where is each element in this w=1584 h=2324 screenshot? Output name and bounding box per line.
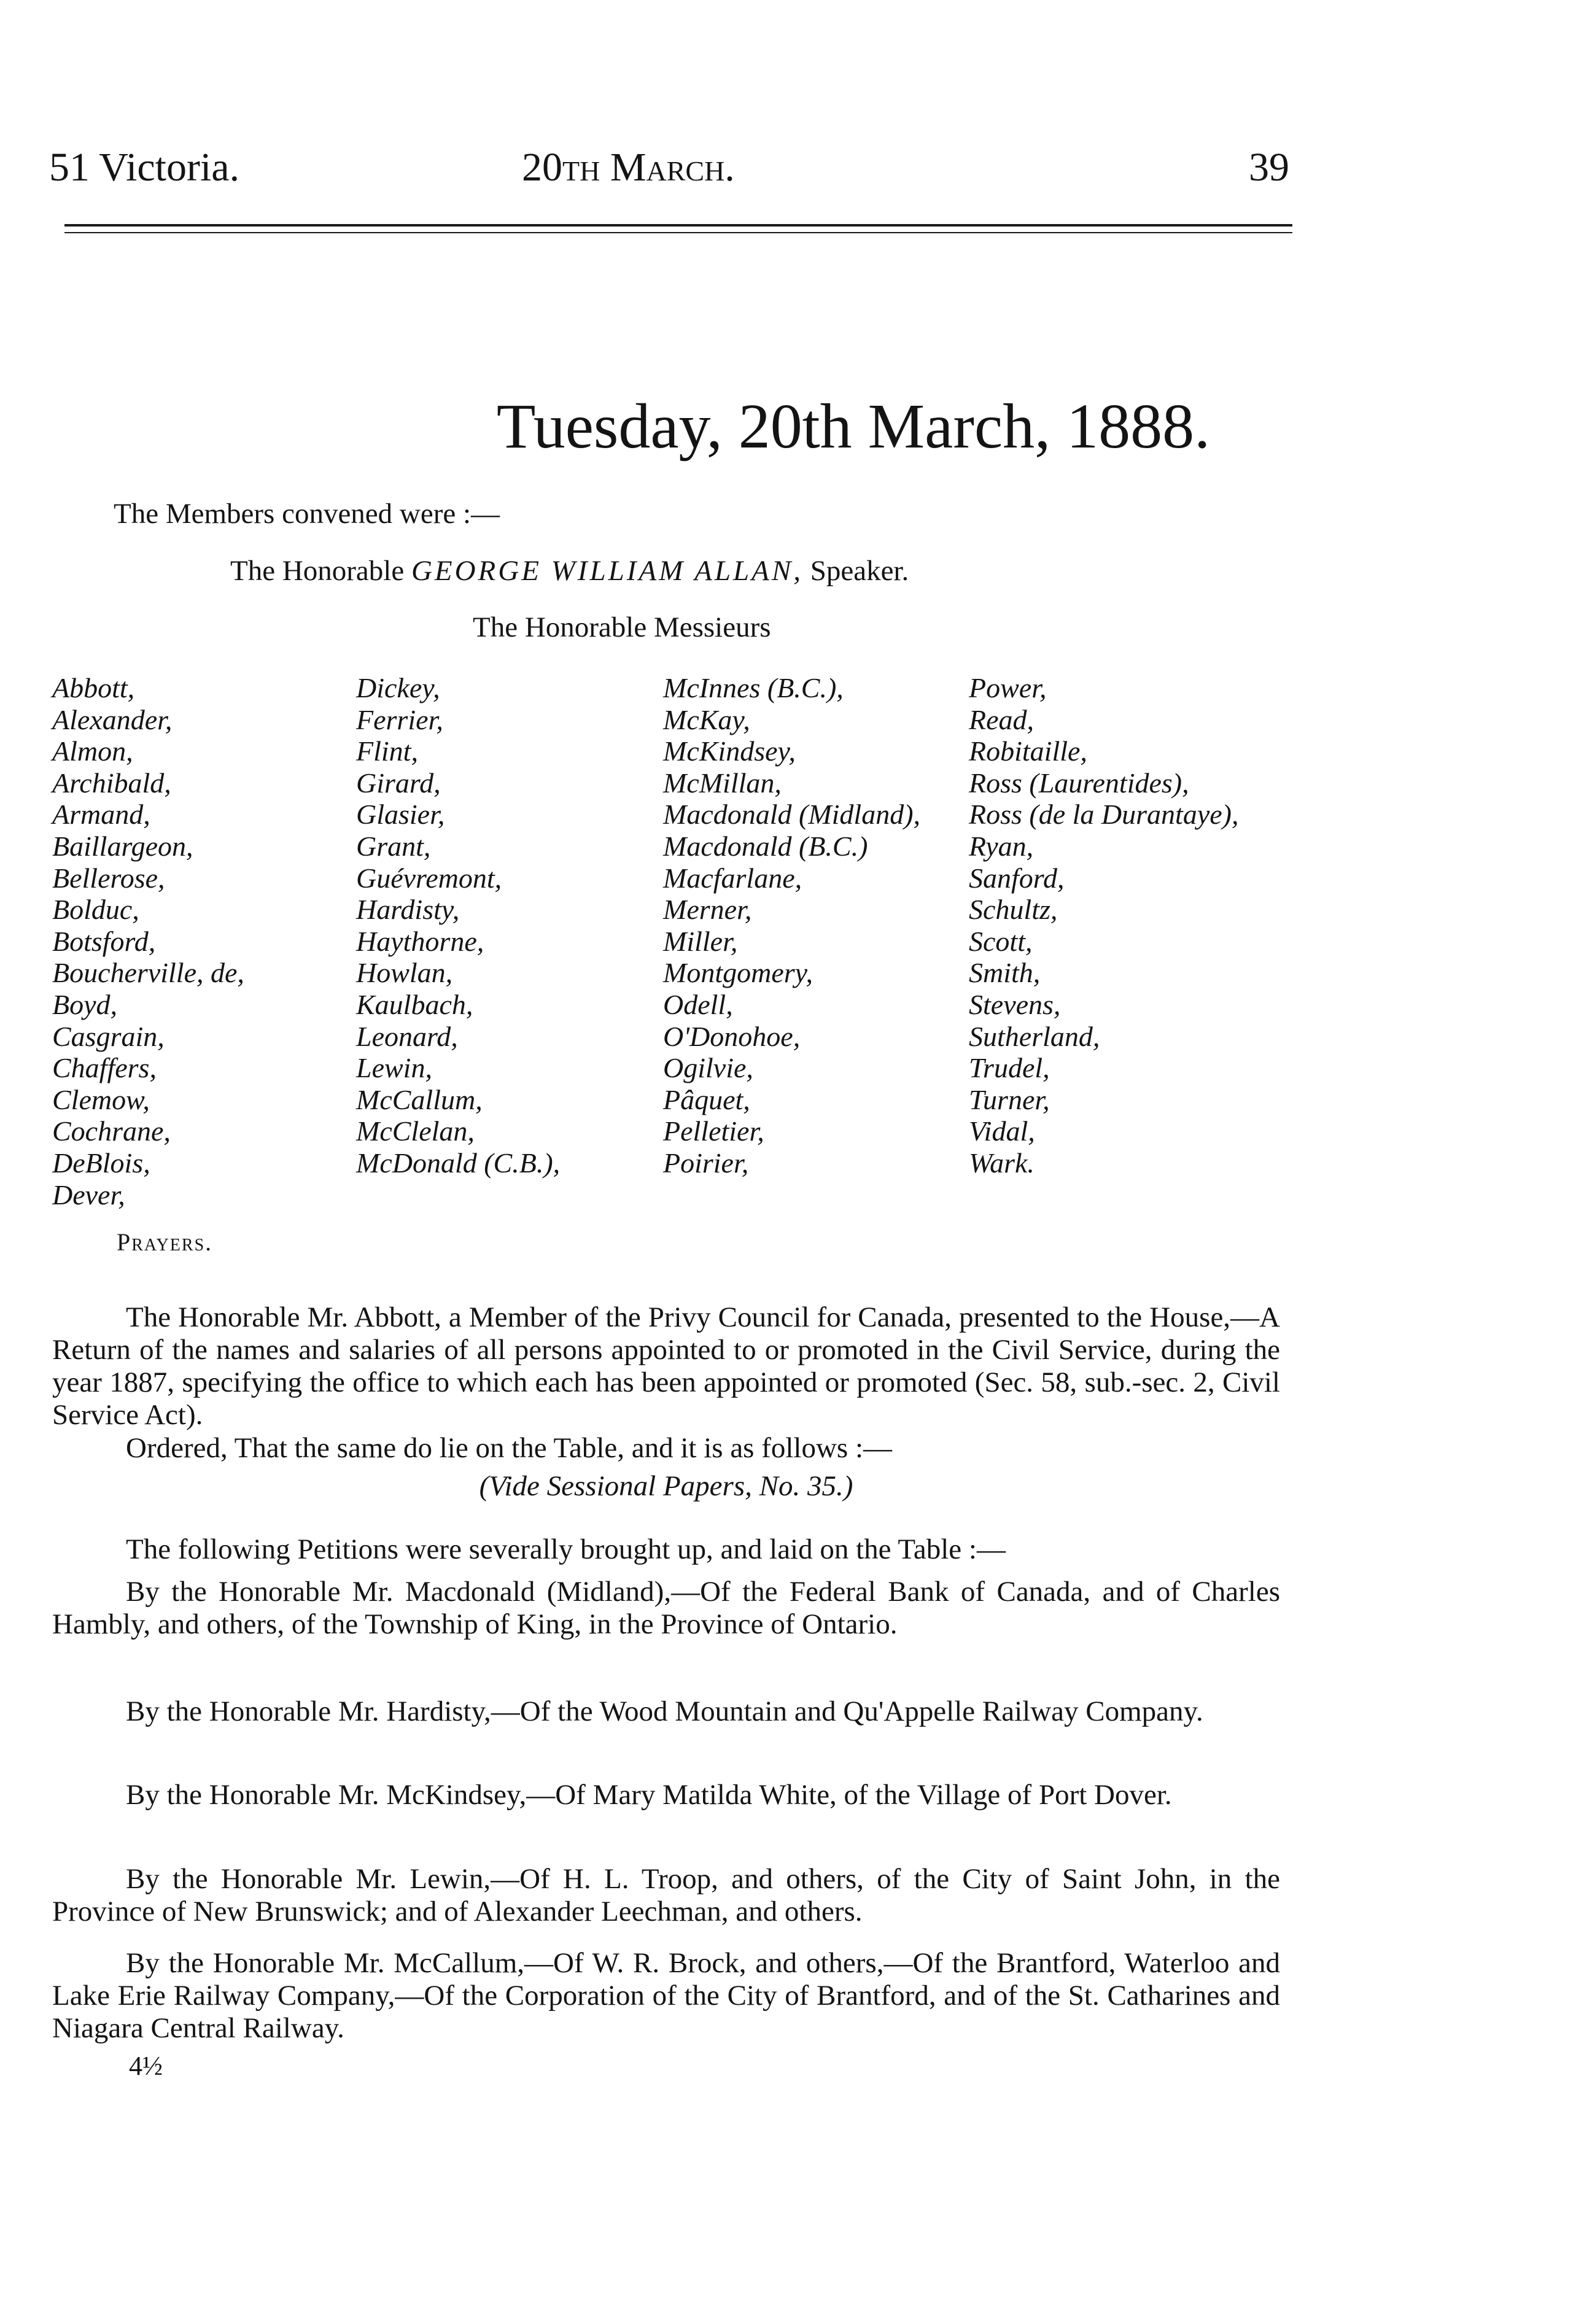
petition-item: By the Honorable Mr. Hardisty,—Of the Wood Mountain and Qu'Appelle Railway Company. bbox=[126, 1695, 1203, 1727]
petition-item: By the Honorable Mr. Lewin,—Of H. L. Troop, and others, of the City of Saint John, in the Province of New Brunswick; and of Alexander Leechman, and others. bbox=[52, 1863, 1280, 1927]
member-name: Ogilvie, bbox=[663, 1052, 753, 1084]
member-name: Schultz, bbox=[969, 894, 1058, 926]
member-name: Vidal, bbox=[969, 1115, 1035, 1147]
member-name: DeBlois, bbox=[52, 1147, 150, 1179]
member-name: Smith, bbox=[969, 957, 1041, 989]
member-name: Sanford, bbox=[969, 862, 1065, 894]
header-rule-thin bbox=[64, 232, 1292, 233]
prayers-heading: Prayers. bbox=[117, 1228, 213, 1256]
member-name: Sutherland, bbox=[969, 1020, 1100, 1052]
member-name: Read, bbox=[969, 703, 1035, 735]
member-name: Pelletier, bbox=[663, 1115, 764, 1147]
member-name: McClelan, bbox=[356, 1115, 475, 1147]
member-name: Guévremont, bbox=[356, 862, 502, 894]
member-name: Wark. bbox=[969, 1147, 1035, 1179]
member-name: Grant, bbox=[356, 830, 431, 862]
member-name: Leonard, bbox=[356, 1020, 458, 1052]
members-column-1 bbox=[52, 672, 244, 1210]
speaker-line bbox=[230, 554, 909, 587]
member-name: Robitaille, bbox=[969, 735, 1087, 767]
member-name: Chaffers, bbox=[52, 1052, 157, 1084]
member-name: Baillargeon, bbox=[52, 830, 193, 862]
member-name: Howlan, bbox=[356, 957, 453, 989]
member-name: Macdonald (Midland), bbox=[663, 799, 921, 831]
petition-item: By the Honorable Mr. McCallum,—Of W. R. Brock, and others,—Of the Brantford, Waterloo and Lake Erie Railway Company,—Of the Corporation of the City of Brantford, and of the St. Catharines and Niagara Central Railway. bbox=[52, 1947, 1280, 2044]
member-name: Dever, bbox=[52, 1179, 125, 1210]
member-name: Alexander, bbox=[52, 703, 173, 735]
member-name: Lewin, bbox=[356, 1052, 432, 1084]
member-name: McMillan, bbox=[663, 767, 782, 799]
member-name: McDonald (C.B.), bbox=[356, 1147, 561, 1179]
member-name: Glasier, bbox=[356, 799, 445, 831]
members-list bbox=[0, 672, 1584, 1225]
signature-mark: 4½ bbox=[129, 2051, 163, 2081]
member-name: Boucherville, de, bbox=[52, 957, 244, 989]
member-name: Odell, bbox=[663, 988, 733, 1020]
vide-reference: (Vide Sessional Papers, No. 35.) bbox=[479, 1470, 853, 1502]
member-name: Turner, bbox=[969, 1083, 1050, 1115]
member-name: Hardisty, bbox=[356, 894, 460, 926]
member-name: Montgomery, bbox=[663, 957, 813, 989]
abbott-return-paragraph: The Honorable Mr. Abbott, a Member of the Privy Council for Canada, presented to the House,—A Return of the names and salaries of all persons appointed to or promoted in the Civil Service, during the year 1887, specifying the office to which each has been appointed or promoted (Sec. 58, sub.-sec. 2, Civil Service Act). bbox=[52, 1301, 1280, 1431]
member-name: Kaulbach, bbox=[356, 988, 473, 1020]
member-name: McCallum, bbox=[356, 1083, 483, 1115]
member-name: McKindsey, bbox=[663, 735, 796, 767]
petitions-intro: The following Petitions were severally brought up, and laid on the Table :— bbox=[126, 1533, 1006, 1565]
member-name: Ryan, bbox=[969, 830, 1034, 862]
member-name: Armand, bbox=[52, 799, 150, 831]
members-column-3 bbox=[663, 672, 920, 1179]
member-name: Ross (Laurentides), bbox=[969, 767, 1189, 799]
member-name: Clemow, bbox=[52, 1083, 150, 1115]
convened-line: The Members convened were :— bbox=[114, 498, 500, 530]
petition-item: By the Honorable Mr. Macdonald (Midland),—Of the Federal Bank of Canada, and of Charles Hambly, and others, of the Township of King, in the Province of Ontario. bbox=[52, 1576, 1280, 1640]
speaker-suffix: Speaker. bbox=[810, 555, 909, 587]
member-name: Stevens, bbox=[969, 988, 1061, 1020]
member-name: Trudel, bbox=[969, 1052, 1050, 1084]
member-name: Girard, bbox=[356, 767, 441, 799]
messieurs-heading: The Honorable Messieurs bbox=[473, 611, 771, 643]
member-name: Bellerose, bbox=[52, 862, 165, 894]
member-name: Haythorne, bbox=[356, 925, 484, 957]
member-name: Macfarlane, bbox=[663, 862, 802, 894]
member-name: Casgrain, bbox=[52, 1020, 165, 1052]
member-name: Ross (de la Durantaye), bbox=[969, 799, 1239, 831]
member-name: Dickey, bbox=[356, 672, 440, 703]
member-name: Power, bbox=[969, 672, 1047, 703]
member-name: O'Donohoe, bbox=[663, 1020, 801, 1052]
member-name: Almon, bbox=[52, 735, 133, 767]
member-name: Abbott, bbox=[52, 672, 135, 703]
running-head-session: 51 Victoria. bbox=[49, 145, 240, 190]
member-name: Cochrane, bbox=[52, 1115, 171, 1147]
member-name: Archibald, bbox=[52, 767, 171, 799]
member-name: Ferrier, bbox=[356, 703, 443, 735]
member-name: Poirier, bbox=[663, 1147, 749, 1179]
page-number: 39 bbox=[1249, 145, 1289, 190]
petition-item: By the Honorable Mr. McKindsey,—Of Mary Matilda White, of the Village of Port Dover. bbox=[126, 1779, 1172, 1811]
member-name: Macdonald (B.C.) bbox=[663, 830, 868, 862]
running-head bbox=[49, 144, 1289, 206]
page-title: Tuesday, 20th March, 1888. bbox=[496, 391, 1211, 462]
member-name: Boyd, bbox=[52, 988, 118, 1020]
speaker-prefix: The Honorable bbox=[230, 555, 405, 587]
member-name: Scott, bbox=[969, 925, 1033, 957]
members-column-4 bbox=[969, 672, 1238, 1179]
header-rule-thick bbox=[64, 224, 1292, 227]
speaker-name: GEORGE WILLIAM ALLAN, bbox=[411, 555, 803, 587]
ordered-paragraph: Ordered, That the same do lie on the Table, and it is as follows :— bbox=[126, 1432, 893, 1464]
running-head-date: 20th March. bbox=[522, 145, 735, 190]
member-name: Botsford, bbox=[52, 925, 156, 957]
member-name: McInnes (B.C.), bbox=[663, 672, 844, 703]
member-name: Merner, bbox=[663, 894, 752, 926]
member-name: Bolduc, bbox=[52, 894, 139, 926]
member-name: Pâquet, bbox=[663, 1083, 750, 1115]
member-name: Miller, bbox=[663, 925, 738, 957]
member-name: McKay, bbox=[663, 703, 750, 735]
members-column-2 bbox=[356, 672, 560, 1179]
member-name: Flint, bbox=[356, 735, 418, 767]
